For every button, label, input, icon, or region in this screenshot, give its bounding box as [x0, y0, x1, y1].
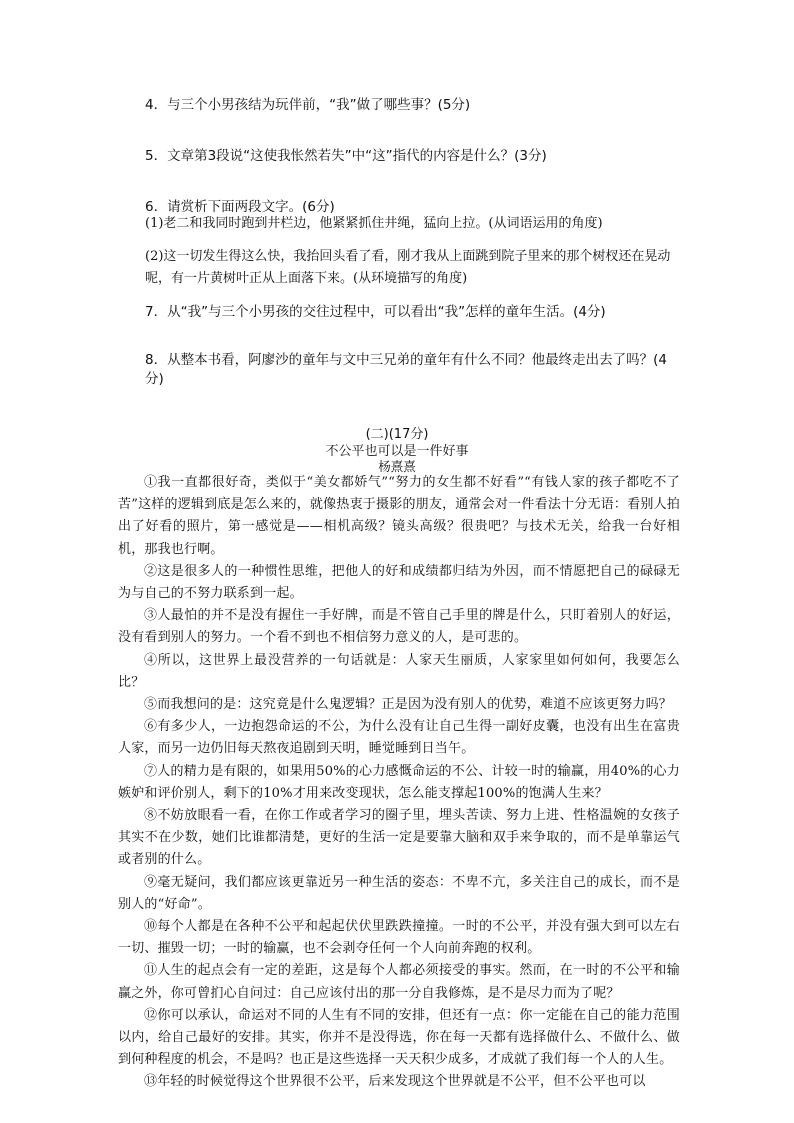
question-6-item-1: (1)老二和我同时跑到井栏边，他紧紧抓住井绳，猛向上拉。(从词语运用的角度)	[145, 216, 603, 231]
paragraph-11: ⑪人生的起点会有一定的差距，这是每个人都必须接受的事实。然而，在一时的不公平和输赢之外，你可曾扪心自问过：自己应该付出的那一分自我修炼，是不是尽力而为了呢？	[118, 963, 680, 1001]
paragraph-8: ⑧不妨放眼看一看，在你工作或者学习的圈子里，埋头苦读、努力上进、性格温婉的女孩子其实不在少数，她们比谁都清楚，更好的生活一定是要靠大脑和双手来争取的，而不是单靠运气或者别的什么。	[118, 808, 680, 868]
paragraph-13: ⑬年轻的时候觉得这个世界很不公平，后来发现这个世界就是不公平，但不公平也可以	[144, 1074, 646, 1090]
paragraph-12: ⑫你可以承认，命运对不同的人生有不同的安排，但还有一点：你一定能在自己的能力范围以内，给自己最好的安排。其实，你并不是没得选，你在每一天都有选择做什么、不做什么、做到何种程度的机会，不是吗？也正是这些选择一天天积少成多，才成就了我们每一个人的人生。	[118, 1007, 680, 1068]
question-8: 8．从整本书看，阿廖沙的童年与文中三兄弟的童年有什么不同？他最终走出去了吗？(4分)	[145, 352, 667, 387]
article-body	[118, 472, 680, 1094]
question-5: 5．文章第3段说“这使我怅然若失”中“这”指代的内容是什么？(3分)	[145, 148, 547, 164]
paragraph-3: ③人最怕的并不是没有握住一手好牌，而是不管自己手里的牌是什么，只盯着别人的好运，没有看到别人的努力。一个看不到也不相信努力意义的人，是可悲的。	[118, 608, 680, 646]
paragraph-5: ⑤而我想问的是：这究竟是什么鬼逻辑？正是因为没有别人的优势，难道不应该更努力吗？	[144, 697, 673, 713]
paragraph-1: ①我一直都很好奇，类似于“美女都娇气”“努力的女生都不好看”“有钱人家的孩子都吃不了苦”这样的逻辑到底是怎么来的，就像热衷于摄影的朋友，通常会对一件看法十分无语：看别人拍出了好看的照片，第一感觉是——相机高级？镜头高级？很贵吧？与技术无关，给我一台好相机，那我也行啊。	[118, 475, 680, 557]
paragraph-7: ⑦人的精力是有限的，如果用50%的心力感慨命运的不公、计较一时的输赢，用40%的心力嫉妒和评价别人，剩下的10%才用来改变现状，怎么能支撑起100%的饱满人生来？	[118, 763, 680, 801]
question-4: 4．与三个小男孩结为玩伴前，“我”做了哪些事？(5分)	[145, 97, 471, 113]
question-7: 7．从“我”与三个小男孩的交往过程中，可以看出“我”怎样的童年生活。(4分)	[145, 304, 606, 320]
paragraph-6: ⑥有多少人，一边抱怨命运的不公，为什么没有让自己生得一副好皮囊，也没有出生在富贵人家，而另一边仍旧每天熬夜追剧到天明，睡觉睡到日当午。	[118, 719, 680, 757]
question-6: 6．请赏析下面两段文字。(6分)	[145, 199, 335, 215]
paragraph-9: ⑨毫无疑问，我们都应该更靠近另一种生活的姿态：不卑不亢，多关注自己的成长，而不是别人的“好命”。	[118, 874, 680, 912]
paragraph-2: ②这是很多人的一种惯性思维，把他人的好和成绩都归结为外因，而不情愿把自己的碌碌无为与自己的不努力联系到一起。	[118, 563, 680, 602]
article-author: 杨熹熹	[378, 459, 416, 474]
paragraph-10: ⑩每个人都是在各种不公平和起起伏伏里跌跌撞撞。一时的不公平，并没有强大到可以左右一切、摧毁一切；一时的输赢，也不会剥夺任何一个人向前奔跑的权利。	[118, 919, 680, 957]
paragraph-4: ④所以，这世界上最没营养的一句话就是：人家天生丽质，人家家里如何如何，我要怎么比？	[118, 652, 680, 690]
article-title: 不公平也可以是一件好事	[325, 444, 469, 459]
question-6-item-2: (2)这一切发生得这么快，我抬回头看了看，刚才我从上面跳到院子里来的那个树杈还在晃动呢，有一片黄树叶正从上面落下来。(从环境描写的角度)	[145, 249, 671, 286]
section-heading: (二)(17分)	[365, 427, 429, 442]
